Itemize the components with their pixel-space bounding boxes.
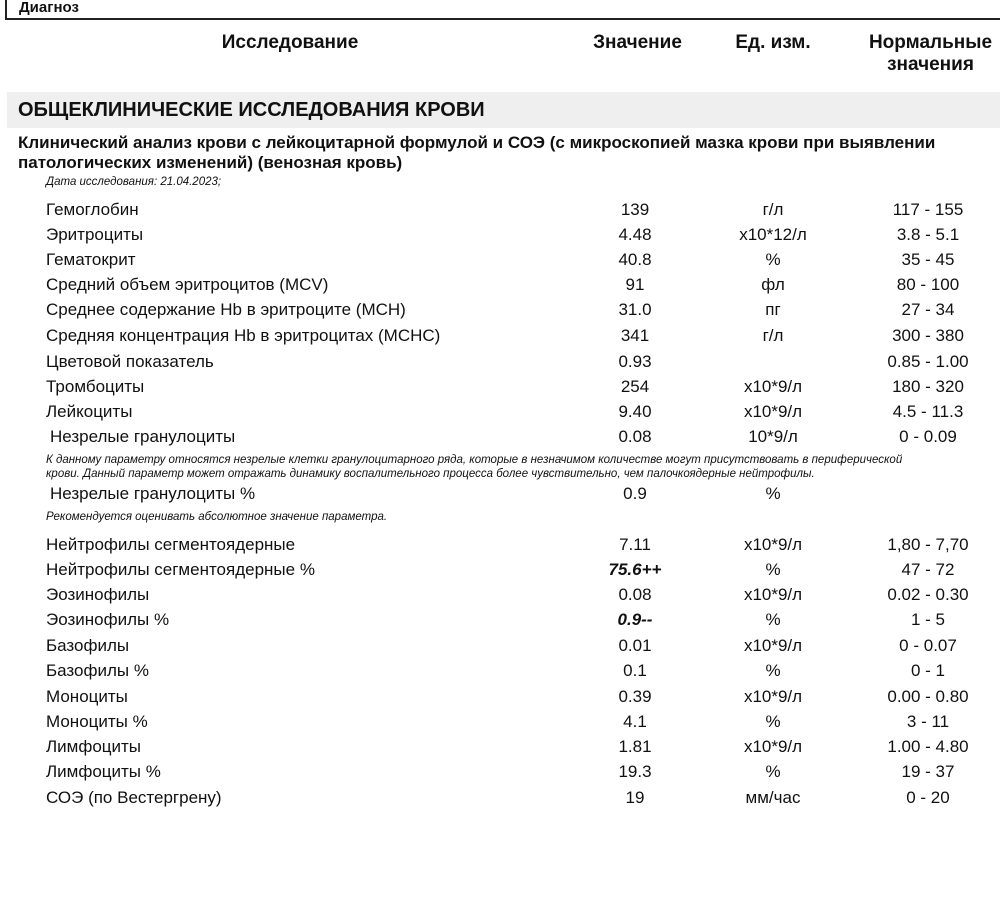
result-row [0, 687, 1000, 712]
row-value: 40.8 [618, 250, 652, 269]
row-range: 0 - 20 [906, 788, 950, 807]
row-unit: х10*9/л [743, 636, 803, 655]
test-subtitle [18, 133, 998, 173]
section-title: ОБЩЕКЛИНИЧЕСКИЕ ИССЛЕДОВАНИЯ КРОВИ [18, 99, 485, 121]
row-range: 1 - 5 [910, 610, 946, 629]
row-name: Средняя концентрация Hb в эритроцитах (MCHC) [46, 326, 441, 345]
row-range: 47 - 72 [901, 560, 955, 579]
row-value: 0.9 [623, 484, 647, 503]
row-unit: фл [761, 275, 785, 294]
row-unit: х10*9/л [743, 535, 803, 554]
header-norm [858, 32, 1000, 76]
row-unit: % [765, 484, 781, 503]
row-range: 1,80 - 7,70 [887, 535, 969, 554]
result-row [0, 712, 1000, 737]
row-name: Лимфоциты % [46, 762, 161, 781]
row-unit: % [765, 250, 781, 269]
result-row [0, 250, 1000, 275]
row-name: Тромбоциты [46, 377, 145, 396]
result-row [0, 427, 1000, 452]
row-unit: % [765, 762, 781, 781]
row-value: 0.39 [618, 687, 652, 706]
row-unit: х10*9/л [743, 687, 803, 706]
header-norm-line2: значения [887, 54, 974, 75]
row-name: Нейтрофилы сегментоядерные % [46, 560, 315, 579]
row-unit: х10*12/л [739, 225, 807, 244]
row-range: 0.85 - 1.00 [887, 352, 969, 371]
result-row [0, 762, 1000, 787]
result-row [0, 275, 1000, 300]
row-name: Моноциты [46, 687, 128, 706]
row-value: 0.93 [618, 352, 652, 371]
row-range: 300 - 380 [892, 326, 964, 345]
diagnosis-box [5, 0, 1000, 20]
row-unit: х10*9/л [743, 377, 803, 396]
result-row [0, 300, 1000, 325]
row-range: 27 - 34 [901, 300, 955, 319]
row-name: Лейкоциты [46, 402, 133, 421]
result-row [0, 585, 1000, 610]
row-range: 0.02 - 0.30 [887, 585, 969, 604]
header-norm-line1: Нормальные [868, 32, 993, 53]
row-range: 3 - 11 [906, 712, 950, 731]
row-value: 0.08 [618, 427, 652, 446]
row-name: Гемоглобин [46, 200, 139, 219]
row-value: 4.1 [623, 712, 647, 731]
row-name: Базофилы % [46, 661, 149, 680]
subtitle-line1: Клинический анализ крови с лейкоцитарной формулой и СОЭ (с микроскопией мазка крови при выявлении [18, 133, 936, 152]
row-value-flagged: 75.6++ [608, 560, 662, 579]
row-value: 1.81 [618, 737, 652, 756]
row-range: 0 - 1 [910, 661, 946, 680]
row-range: 19 - 37 [901, 762, 955, 781]
result-row [0, 737, 1000, 762]
study-date: Дата исследования: 21.04.2023; [46, 176, 222, 188]
row-name: Лимфоциты [46, 737, 142, 756]
row-unit: % [765, 712, 781, 731]
row-value: 139 [620, 200, 650, 219]
row-value: 0.1 [623, 661, 647, 680]
row-name: Моноциты % [46, 712, 148, 731]
row-value: 254 [620, 377, 650, 396]
row-range: 35 - 45 [901, 250, 955, 269]
result-row [0, 788, 1000, 813]
row-range: 0.00 - 0.80 [887, 687, 969, 706]
row-unit: г/л [762, 326, 784, 345]
result-row [0, 377, 1000, 402]
row-value: 4.48 [618, 225, 652, 244]
row-name: СОЭ (по Вестергрену) [46, 788, 222, 807]
row-range: 80 - 100 [896, 275, 960, 294]
row-range: 180 - 320 [892, 377, 964, 396]
row-name: Эозинофилы [46, 585, 150, 604]
row-range: 117 - 155 [892, 200, 964, 219]
row-unit: г/л [762, 200, 784, 219]
result-row [0, 402, 1000, 427]
row-name: Средний объем эритроцитов (MCV) [46, 275, 329, 294]
row-unit: % [765, 610, 781, 629]
row-unit: мм/час [745, 788, 801, 807]
result-row [0, 225, 1000, 250]
result-row [0, 326, 1000, 351]
row-range: 3.8 - 5.1 [896, 225, 960, 244]
row-name: Нейтрофилы сегментоядерные [46, 535, 296, 554]
row-value: 7.11 [619, 535, 651, 554]
header-study: Исследование [221, 32, 359, 53]
row-name: Цветовой показатель [46, 352, 214, 371]
row-range: 4.5 - 11.3 [892, 402, 964, 421]
row-unit: пг [765, 300, 781, 319]
row-name: Среднее содержание Hb в эритроците (MCH) [46, 300, 406, 319]
row-value: 19 [625, 788, 645, 807]
row-unit: х10*9/л [743, 585, 803, 604]
row-value: 31.0 [618, 300, 652, 319]
note-line2: крови. Данный параметр может отражать динамику воспалительного процесса более чувствительно, чем палочкоядерные нейтрофилы. [46, 468, 815, 480]
row-unit: 10*9/л [748, 427, 798, 446]
row-value: 9.40 [618, 402, 652, 421]
row-unit: х10*9/л [743, 402, 803, 421]
row-value: 91 [625, 275, 645, 294]
row-range: 1.00 - 4.80 [887, 737, 969, 756]
note-ig-percent: Рекомендуется оценивать абсолютное значение параметра. [46, 511, 388, 523]
result-row [0, 661, 1000, 686]
row-name: Эозинофилы % [46, 610, 170, 629]
row-name: Незрелые гранулоциты % [50, 484, 256, 503]
row-value: 19.3 [618, 762, 652, 781]
row-value-flagged: 0.9-- [617, 610, 653, 629]
row-value: 341 [620, 326, 650, 345]
result-row [0, 535, 1000, 560]
row-value: 0.01 [618, 636, 652, 655]
header-unit: Ед. изм. [735, 32, 811, 53]
result-row [0, 636, 1000, 661]
row-unit: % [765, 661, 781, 680]
row-name: Эритроциты [46, 225, 144, 244]
row-value: 0.08 [618, 585, 652, 604]
result-row [0, 610, 1000, 635]
note-immature-granulocytes [46, 453, 902, 481]
diagnosis-label: Диагноз [19, 0, 79, 16]
row-name: Гематокрит [46, 250, 136, 269]
section-header [7, 92, 1000, 128]
subtitle-line2: патологических изменений) (венозная кровь) [18, 153, 403, 172]
result-row [0, 200, 1000, 225]
row-range: 0 - 0.09 [899, 427, 957, 446]
row-name: Незрелые гранулоциты [50, 427, 236, 446]
header-value: Значение [593, 32, 682, 53]
result-row [0, 484, 1000, 509]
result-row [0, 352, 1000, 377]
row-unit: % [765, 560, 781, 579]
row-unit: х10*9/л [743, 737, 803, 756]
row-range: 0 - 0.07 [899, 636, 957, 655]
result-row [0, 560, 1000, 585]
row-name: Базофилы [46, 636, 130, 655]
note-line1: К данному параметру относятся незрелые клетки гранулоцитарного ряда, которые в незначимом количестве могут присутствовать в периферической [46, 454, 903, 466]
